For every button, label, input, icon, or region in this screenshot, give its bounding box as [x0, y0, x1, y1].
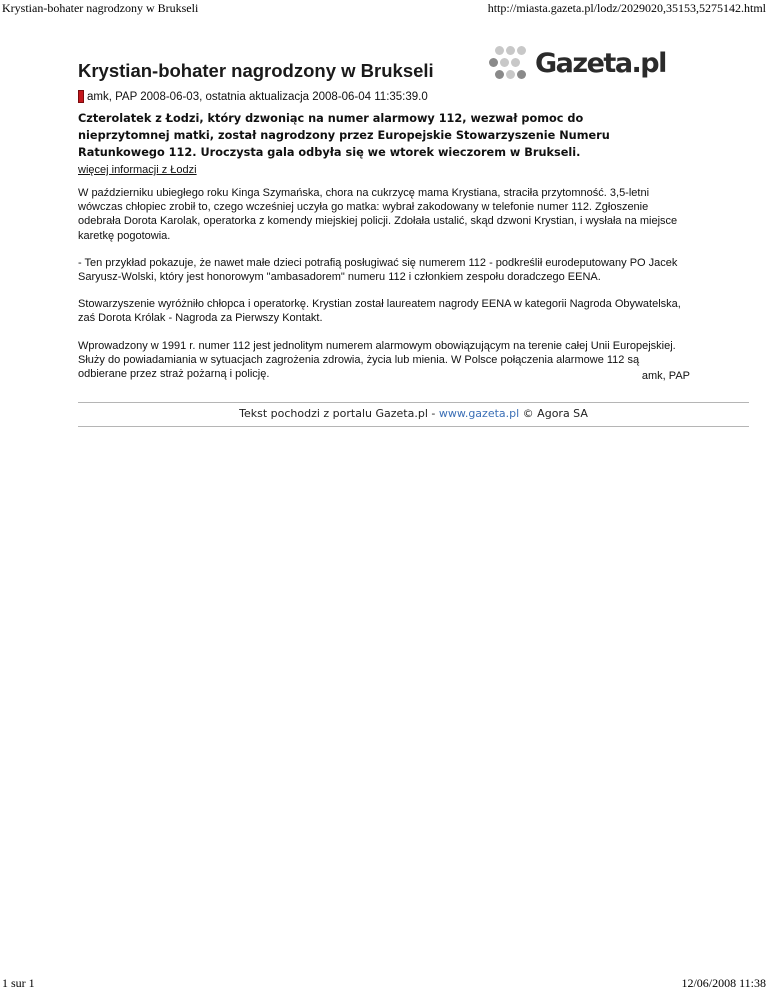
gazeta-site-link[interactable]: www.gazeta.pl — [438, 407, 520, 420]
red-marker-icon — [78, 90, 84, 103]
article-body — [78, 186, 690, 394]
more-info-link[interactable]: więcej informacji z Łodzi — [78, 164, 197, 176]
divider — [78, 426, 749, 427]
source-credit — [78, 407, 749, 420]
print-footer-datetime: 12/06/2008 11:38 — [681, 976, 766, 990]
article-paragraph: Stowarzyszenie wyróżniło chłopca i operatorkę. Krystian został laureatem nagrody EENA w kategorii Nagroda Obywatelska, zaś Dorota Królak - Nagroda za Pierwszy Kontakt. — [78, 298, 681, 325]
article-paragraph: Wprowadzony w 1991 r. numer 112 jest jednolitym numerem alarmowym obowiązującym na terenie całej Unii Europejskiej. Służy do powiadamiania w sytuacjach zagrożenia zdrowia, życia lub mienia. W Polsce połączenia alarmowe 112 są odbierane przez straż pożarną i policję. — [78, 339, 676, 381]
article-meta-text: amk, PAP 2008-06-03, ostatnia aktualizacja 2008-06-04 11:35:39.0 — [87, 90, 428, 103]
print-footer-page: 1 sur 1 — [2, 976, 35, 990]
article-headline: Krystian-bohater nagrodzony w Brukseli — [78, 60, 434, 81]
logo-wordmark: Gazeta.pl — [535, 48, 666, 79]
dots-grid-icon — [489, 44, 529, 84]
print-header — [0, 0, 768, 18]
source-suffix: © Agora SA — [519, 407, 588, 420]
article-paragraph: - Ten przykład pokazuje, że nawet małe dzieci potrafią posługiwać się numerem 112 - podkreślił eurodeputowany PO Jacek Saryusz-Wolski, który jest honorowym "ambasadorem" numeru 112 i członkiem zespołu doradczego EENA. — [78, 256, 678, 284]
divider — [78, 402, 749, 403]
print-header-url: http://miasta.gazeta.pl/lodz/2029020,35153,5275142.html — [487, 1, 766, 15]
print-header-title: Krystian-bohater nagrodzony w Brukseli — [2, 1, 199, 15]
source-prefix: Tekst pochodzi z portalu Gazeta.pl - — [239, 407, 439, 420]
article-byline: amk, PAP — [641, 370, 690, 382]
gazeta-logo[interactable] — [489, 44, 689, 84]
print-footer — [0, 974, 768, 992]
article-paragraph: W październiku ubiegłego roku Kinga Szymańska, chora na cukrzycę mama Krystiana, straciła przytomność. 3,5-letni wówczas chłopiec zrobił to, czego wcześniej uczyła go matka: wybrał zakodowany w telefonie numer 112. Zgłoszenie odebrała Dorota Karolak, operatorka z komendy miejskiej policji. Zdołała ustalić, skąd dzwoni Krystian, i wysłała na miejsce karetkę pogotowia. — [78, 187, 678, 242]
article-meta — [78, 90, 428, 103]
article-lead: Czterolatek z Łodzi, który dzwoniąc na numer alarmowy 112, wezwał pomoc do nieprzytomnej matki, został nagrodzony przez Europejskie Stowarzyszenie Numeru Ratunkowego 112. Uroczysta gala odbyła się we wtorek wieczorem w Brukseli. — [78, 112, 610, 159]
